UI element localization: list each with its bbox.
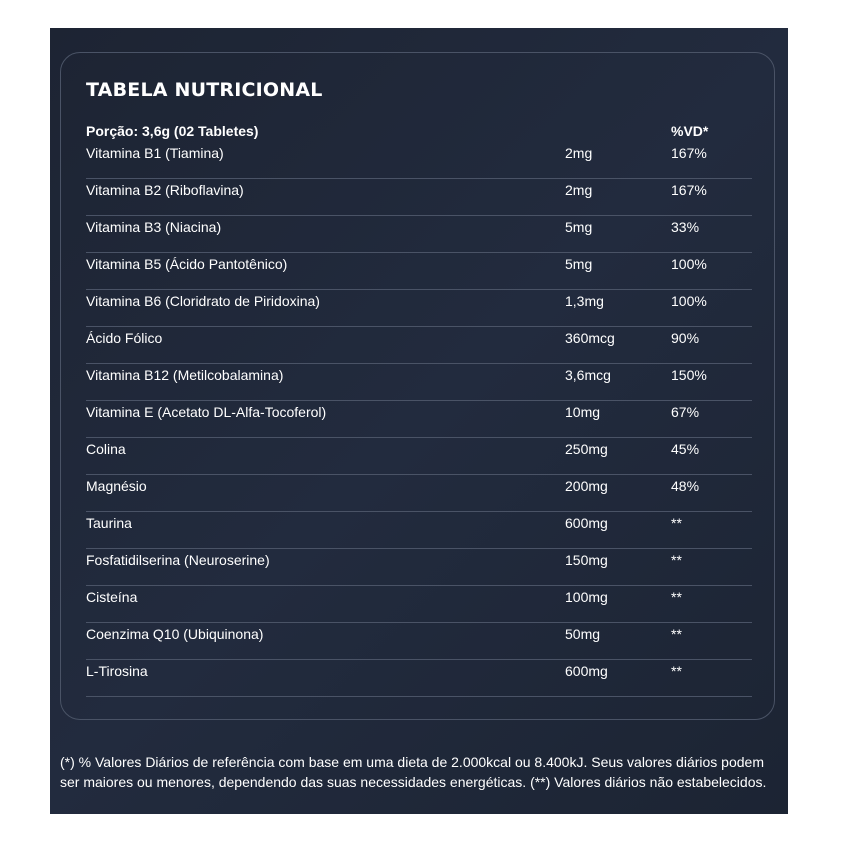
table-row bbox=[86, 475, 752, 512]
nutrient-vd: ** bbox=[671, 589, 682, 605]
nutrient-amount: 100mg bbox=[565, 589, 608, 605]
nutrient-amount: 3,6mcg bbox=[565, 367, 611, 383]
table-row bbox=[86, 549, 752, 586]
nutrient-amount: 360mcg bbox=[565, 330, 615, 346]
table-row bbox=[86, 253, 752, 290]
table-row bbox=[86, 623, 752, 660]
nutrient-amount: 2mg bbox=[565, 145, 593, 161]
nutrient-amount: 10mg bbox=[565, 404, 601, 420]
nutrient-vd: 100% bbox=[671, 293, 707, 309]
nutrient-amount: 200mg bbox=[565, 478, 608, 494]
nutrient-name: Vitamina B5 (Ácido Pantotênico) bbox=[86, 256, 288, 272]
table-row bbox=[86, 586, 752, 623]
nutrient-amount: 600mg bbox=[565, 515, 608, 531]
table-row bbox=[86, 364, 752, 401]
table-row bbox=[86, 327, 752, 364]
nutrient-vd: ** bbox=[671, 626, 682, 642]
nutrient-name: Cisteína bbox=[86, 589, 138, 605]
nutrient-vd: ** bbox=[671, 552, 682, 568]
table-row bbox=[86, 512, 752, 549]
nutrient-vd: 90% bbox=[671, 330, 700, 346]
table-body bbox=[86, 142, 752, 697]
nutrient-amount: 150mg bbox=[565, 552, 608, 568]
nutrition-table bbox=[86, 120, 752, 697]
nutrient-name: Colina bbox=[86, 441, 126, 457]
table-row bbox=[86, 179, 752, 216]
table-row bbox=[86, 142, 752, 179]
table-row bbox=[86, 290, 752, 327]
table-title: TABELA NUTRICIONAL bbox=[86, 79, 323, 101]
nutrient-vd: 67% bbox=[671, 404, 700, 420]
nutrient-amount: 50mg bbox=[565, 626, 601, 642]
nutrient-name: Vitamina B3 (Niacina) bbox=[86, 219, 222, 235]
nutrient-vd: 48% bbox=[671, 478, 700, 494]
nutrient-vd: 167% bbox=[671, 182, 707, 198]
nutrient-name: Coenzima Q10 (Ubiquinona) bbox=[86, 626, 264, 642]
nutrient-vd: ** bbox=[671, 515, 682, 531]
table-row bbox=[86, 401, 752, 438]
table-row bbox=[86, 216, 752, 253]
nutrient-amount: 250mg bbox=[565, 441, 608, 457]
nutrient-name: Ácido Fólico bbox=[86, 330, 163, 346]
vd-header: %VD* bbox=[671, 123, 709, 139]
nutrient-amount: 600mg bbox=[565, 663, 608, 679]
nutrient-amount: 1,3mg bbox=[565, 293, 604, 309]
footnote: (*) % Valores Diários de referência com base em uma dieta de 2.000kcal ou 8.400kJ. Seus valores diários podem ser maiores ou menores, dependendo das suas necessidades energéticas. (**) Valores diários não estabelecidos. bbox=[60, 754, 767, 790]
nutrient-vd: 100% bbox=[671, 256, 707, 272]
nutrient-vd: 45% bbox=[671, 441, 700, 457]
nutrition-panel bbox=[50, 28, 788, 814]
nutrient-vd: 167% bbox=[671, 145, 707, 161]
nutrient-name: Vitamina E (Acetato DL-Alfa-Tocoferol) bbox=[86, 404, 327, 420]
portion-header: Porção: 3,6g (02 Tabletes) bbox=[86, 123, 259, 139]
nutrient-vd: 150% bbox=[671, 367, 707, 383]
nutrient-name: Vitamina B2 (Riboflavina) bbox=[86, 182, 244, 198]
table-row bbox=[86, 660, 752, 697]
nutrient-amount: 5mg bbox=[565, 256, 593, 272]
nutrient-name: Fosfatidilserina (Neuroserine) bbox=[86, 552, 270, 568]
nutrient-name: Magnésio bbox=[86, 478, 147, 494]
nutrient-vd: ** bbox=[671, 663, 682, 679]
nutrient-amount: 5mg bbox=[565, 219, 593, 235]
nutrient-name: Vitamina B1 (Tiamina) bbox=[86, 145, 224, 161]
nutrient-name: Vitamina B12 (Metilcobalamina) bbox=[86, 367, 284, 383]
nutrient-name: Vitamina B6 (Cloridrato de Piridoxina) bbox=[86, 293, 320, 309]
nutrient-vd: 33% bbox=[671, 219, 700, 235]
nutrient-amount: 2mg bbox=[565, 182, 593, 198]
nutrient-name: L-Tirosina bbox=[86, 663, 148, 679]
table-row bbox=[86, 438, 752, 475]
table-header-row bbox=[86, 120, 752, 142]
nutrition-card bbox=[60, 52, 775, 720]
nutrient-name: Taurina bbox=[86, 515, 132, 531]
